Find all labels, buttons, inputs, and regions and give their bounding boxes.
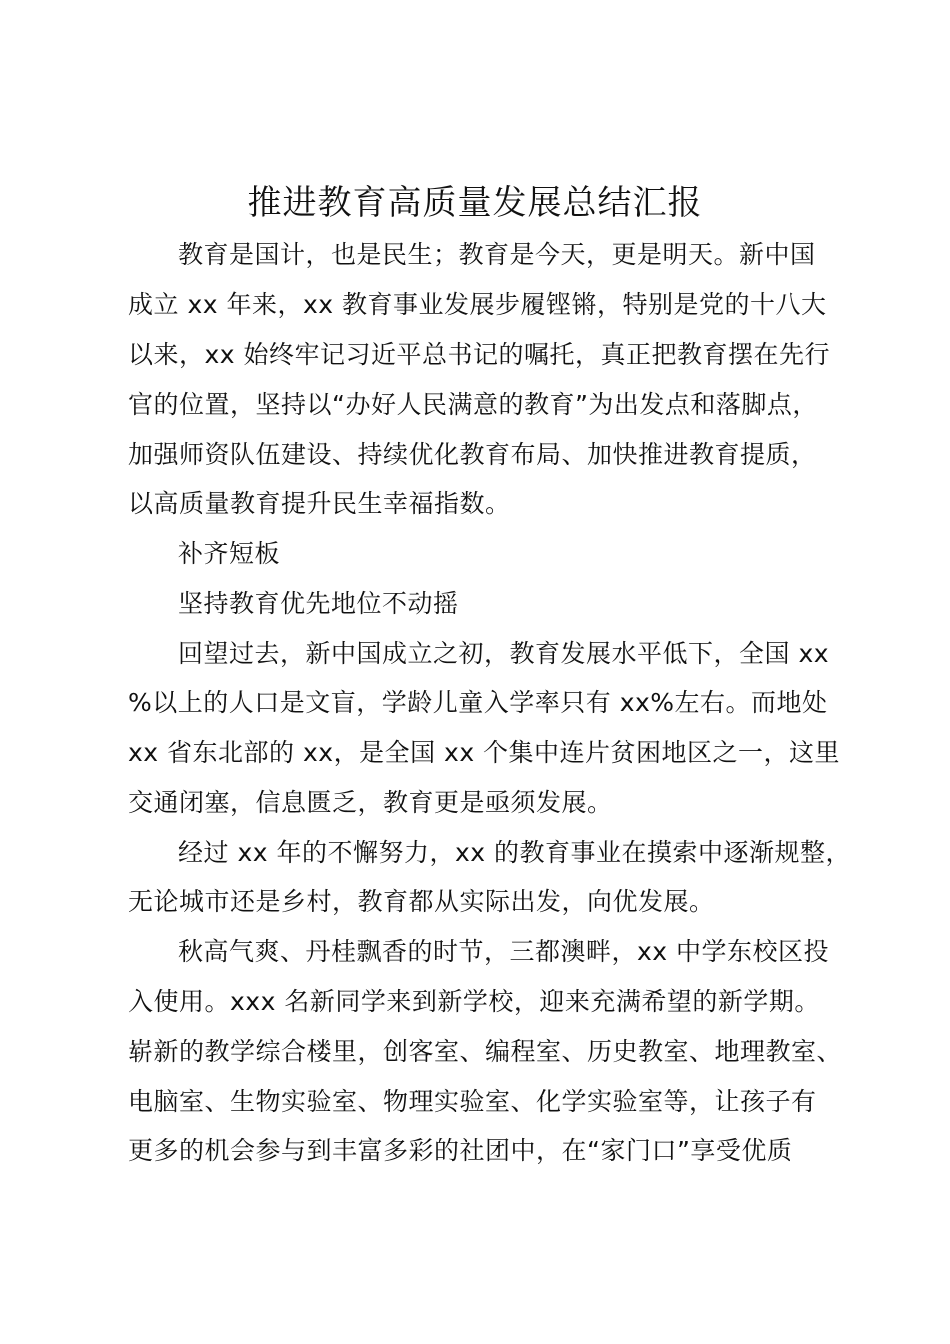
text-line: 崭新的教学综合楼里，创客室、编程室、历史教室、地理教室、 bbox=[128, 1037, 843, 1066]
text-line: 以来，xx 始终牢记习近平总书记的嘱托，真正把教育摆在先行 bbox=[128, 340, 831, 369]
text-line: %以上的人口是文盲，学龄儿童入学率只有 xx%左右。而地处 bbox=[128, 688, 828, 717]
text-line: 加强师资队伍建设、持续优化教育布局、加快推进教育提质， bbox=[128, 440, 817, 469]
text-line: 经过 xx 年的不懈努力，xx 的教育事业在摸索中逐渐规整， bbox=[178, 838, 852, 867]
text-line: 以高质量教育提升民生幸福指数。 bbox=[128, 489, 511, 518]
text-line: 交通闭塞，信息匮乏，教育更是亟须发展。 bbox=[128, 788, 613, 817]
text-line: 官的位置，坚持以“办好人民满意的教育”为出发点和落脚点， bbox=[128, 390, 818, 419]
text-line: xx 省东北部的 xx，是全国 xx 个集中连片贫困地区之一，这里 bbox=[128, 738, 841, 767]
text-line: 教育是国计，也是民生；教育是今天，更是明天。新中国 bbox=[178, 240, 816, 269]
document-title: 推进教育高质量发展总结汇报 bbox=[247, 183, 703, 223]
section-heading: 补齐短板 bbox=[178, 539, 281, 568]
text-line: 电脑室、生物实验室、物理实验室、化学实验室等，让孩子有 bbox=[128, 1087, 817, 1116]
text-line: 回望过去，新中国成立之初，教育发展水平低下，全国 xx bbox=[178, 639, 830, 668]
section-subheading: 坚持教育优先地位不动摇 bbox=[178, 589, 459, 618]
text-line: 无论城市还是乡村，教育都从实际出发，向优发展。 bbox=[128, 887, 715, 916]
text-line: 秋高气爽、丹桂飘香的时节，三都澳畔，xx 中学东校区投 bbox=[178, 937, 830, 966]
text-line: 入使用。xxx 名新同学来到新学校，迎来充满希望的新学期。 bbox=[128, 987, 820, 1016]
text-line: 成立 xx 年来，xx 教育事业发展步履铿锵，特别是党的十八大 bbox=[128, 290, 827, 319]
text-line: 更多的机会参与到丰富多彩的社团中，在“家门口”享受优质 bbox=[128, 1136, 793, 1165]
